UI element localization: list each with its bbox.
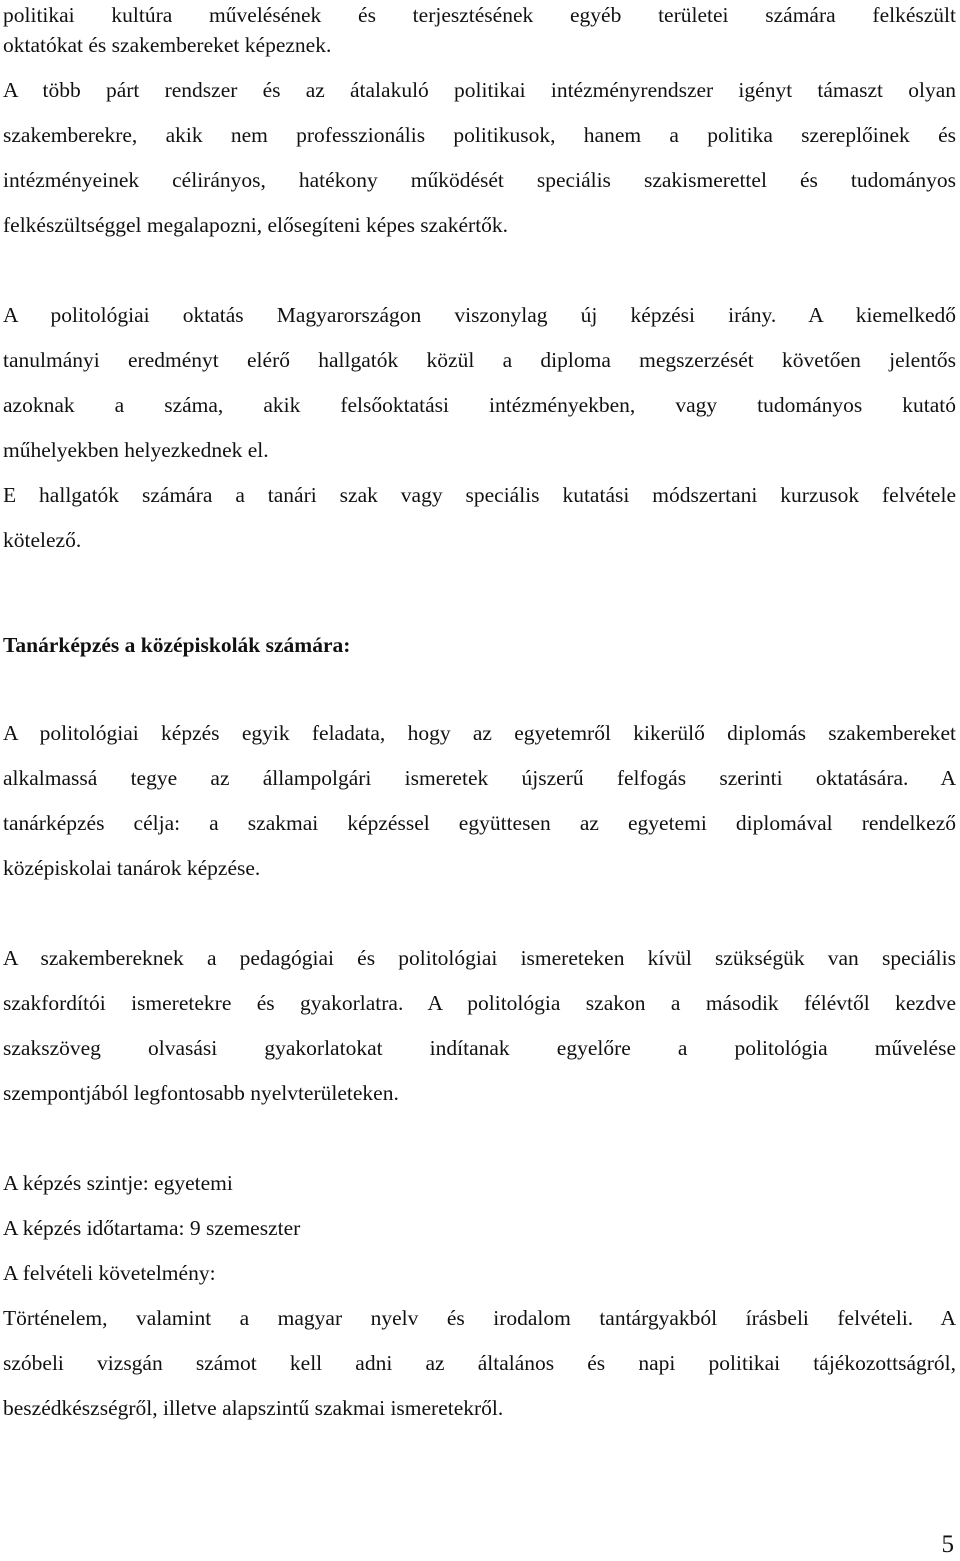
- text-line: A szakembereknek a pedagógiai és politológiai ismereteken kívül szükségük van speciális: [3, 946, 956, 970]
- text-line: szempontjából legfontosabb nyelvterületeken.: [3, 1081, 399, 1105]
- training-duration: A képzés időtartama: 9 szemeszter: [3, 1216, 301, 1240]
- text-line: szakszöveg olvasási gyakorlatokat indítanak egyelőre a politológia művelése: [3, 1036, 956, 1060]
- page-number: 5: [941, 1531, 954, 1558]
- text-line: szakemberekre, akik nem professzionális politikusok, hanem a politika szereplőinek és: [3, 123, 956, 147]
- text-line: A politológiai oktatás Magyarországon viszonylag új képzési irány. A kiemelkedő: [3, 303, 956, 327]
- text-line: oktatókat és szakembereket képeznek.: [3, 33, 332, 57]
- text-line: A politológiai képzés egyik feladata, hogy az egyetemről kikerülő diplomás szakembereket: [3, 721, 956, 745]
- text-line: beszédkészségről, illetve alapszintű szakmai ismeretekről.: [3, 1396, 504, 1420]
- text-line: Történelem, valamint a magyar nyelv és irodalom tantárgyakból írásbeli felvételi. A: [3, 1306, 956, 1330]
- text-line: középiskolai tanárok képzése.: [3, 856, 261, 880]
- training-level: A képzés szintje: egyetemi: [3, 1171, 233, 1195]
- text-line: felkészültséggel megalapozni, elősegíteni képes szakértők.: [3, 213, 509, 237]
- text-line: szóbeli vizsgán számot kell adni az általános és napi politikai tájékozottságról,: [3, 1351, 956, 1375]
- text-line: tanulmányi eredményt elérő hallgatók közül a diploma megszerzését követően jelentős: [3, 348, 956, 372]
- text-line: E hallgatók számára a tanári szak vagy speciális kutatási módszertani kurzusok felvétele: [3, 483, 956, 507]
- text-line: intézményeinek célirányos, hatékony működését speciális szakismerettel és tudományos: [3, 168, 956, 192]
- text-line: politikai kultúra művelésének és terjesztésének egyéb területei számára felkészült: [3, 3, 956, 27]
- section-heading: Tanárképzés a középiskolák számára:: [3, 633, 351, 657]
- admission-requirement-label: A felvételi követelmény:: [3, 1261, 216, 1285]
- text-line: szakfordítói ismeretekre és gyakorlatra. A politológia szakon a második félévtől kezdve: [3, 991, 956, 1015]
- text-line: A több párt rendszer és az átalakuló politikai intézményrendszer igényt támaszt olyan: [3, 78, 956, 102]
- text-line: műhelyekben helyezkednek el.: [3, 438, 269, 462]
- text-line: azoknak a száma, akik felsőoktatási intézményekben, vagy tudományos kutató: [3, 393, 956, 417]
- text-line: tanárképzés célja: a szakmai képzéssel együttesen az egyetemi diplomával rendelkező: [3, 811, 956, 835]
- text-line: kötelező.: [3, 528, 82, 552]
- text-line: alkalmassá tegye az állampolgári ismeretek újszerű felfogás szerinti oktatására. A: [3, 766, 956, 790]
